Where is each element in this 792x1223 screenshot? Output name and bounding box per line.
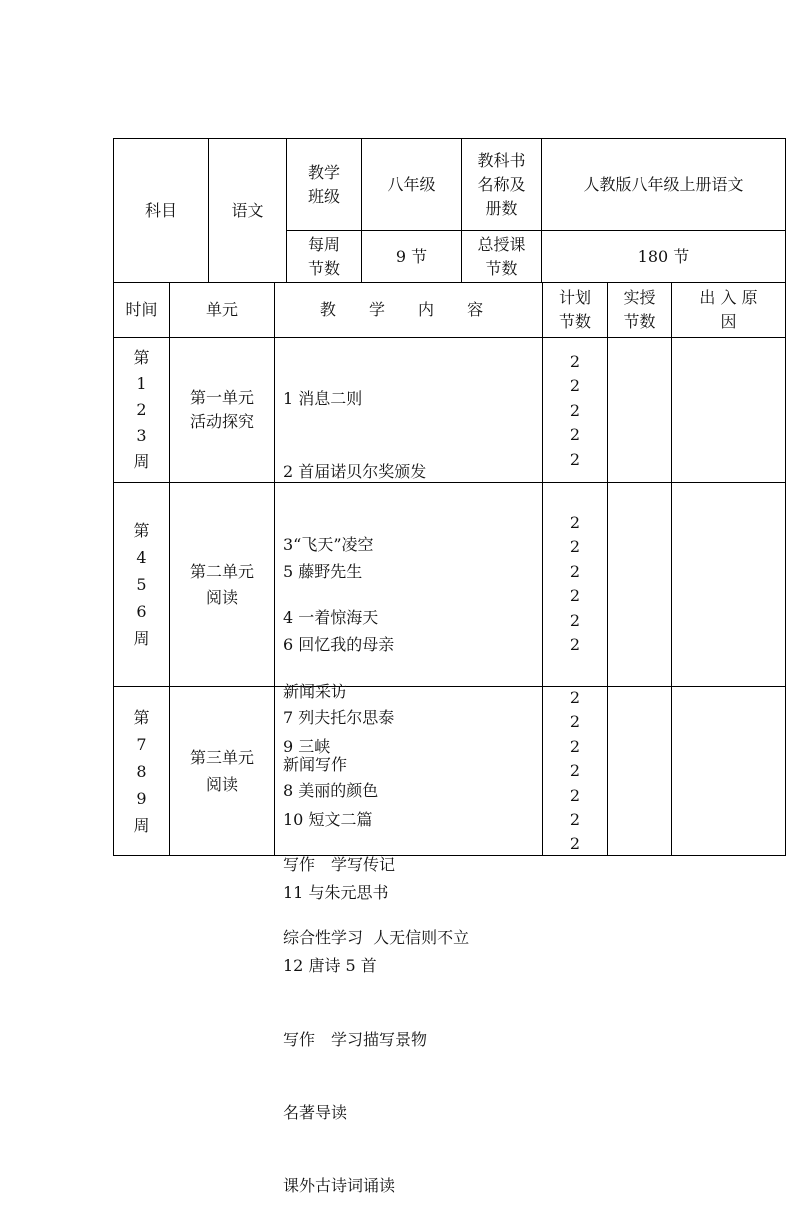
row-1-week-3: 2: [136, 400, 147, 419]
list-item: 6 回忆我的母亲: [283, 635, 395, 655]
list-item: 4 一着惊海天: [283, 608, 379, 628]
col-reason: [672, 283, 785, 337]
row-2-unit: [170, 483, 274, 686]
list-item: 3“飞天”凌空: [283, 535, 374, 555]
row-3-planned: [543, 686, 607, 857]
list-item: 8 美丽的颜色: [283, 781, 379, 801]
row-2-unit-line-1: 第二单元: [189, 561, 254, 581]
planned-value: 2: [569, 586, 581, 606]
row-1-weeks: [114, 338, 169, 482]
col-actual: [608, 283, 671, 337]
textbook-label-line-1: 教科书: [477, 150, 526, 170]
row-2-week-2: 4: [136, 548, 147, 567]
planned-value: 2: [569, 688, 581, 707]
row-3-week-3: 8: [136, 761, 147, 781]
planned-value: 2: [569, 537, 581, 557]
row-3-content: [283, 686, 427, 1223]
row-3-week-1: 第: [133, 707, 150, 727]
list-item: 新闻写作: [283, 754, 348, 774]
subject-label-text: 科目: [144, 200, 177, 220]
textbook-value: [542, 139, 785, 230]
col-unit: [170, 283, 274, 337]
planned-value: 2: [569, 376, 581, 396]
list-item: 7 列夫托尔思泰: [283, 708, 395, 728]
textbook-label: [462, 139, 541, 230]
col-planned-line-2: 节数: [558, 312, 591, 331]
list-item: 5 藤野先生: [283, 561, 363, 581]
row-3-weeks: [114, 687, 169, 855]
list-item: 写作 学写传记: [283, 854, 396, 874]
class-label-line-1: 教学: [307, 162, 340, 182]
list-item: 新闻采访: [283, 681, 348, 701]
planned-value: 2: [569, 513, 581, 532]
planned-value: 2: [569, 352, 581, 371]
total-label-line-1: 总授课: [477, 234, 526, 254]
subject-label: [114, 139, 208, 282]
subject-value: [209, 139, 286, 282]
row-2-week-3: 5: [136, 575, 147, 594]
row-1-planned: [543, 350, 607, 472]
col-reason-line-2: 因: [720, 312, 737, 331]
weekly-value-text: 9 节: [395, 246, 428, 266]
row-3-week-4: 9: [136, 788, 147, 808]
row-1-week-1: 第: [133, 348, 150, 367]
planned-value: 2: [569, 834, 581, 854]
row-1-unit-line-2: 活动探究: [189, 412, 254, 431]
row-1-week-4: 3: [136, 426, 147, 445]
subject-value-text: 语文: [231, 200, 264, 220]
col-planned-line-1: 计划: [558, 288, 591, 307]
list-item: 10 短文二篇: [283, 810, 373, 830]
col-planned: [543, 283, 607, 337]
textbook-value-text: 人教版八年级上册语文: [583, 174, 744, 194]
row-1-unit: [170, 338, 274, 482]
list-item: 12 唐诗 5 首: [283, 956, 377, 976]
planned-value: 2: [569, 736, 581, 756]
col-unit-text: 单元: [205, 300, 238, 319]
class-label-line-2: 班级: [307, 186, 340, 206]
weekly-label-line-1: 每周: [307, 234, 340, 254]
weekly-label-line-2: 节数: [307, 258, 340, 278]
list-item: 课外古诗词诵读: [283, 1176, 396, 1196]
list-item: 综合性学习 人无信则不立: [283, 927, 470, 947]
planned-value: 2: [569, 810, 581, 830]
class-value: [362, 139, 461, 230]
row-3-week-5: 周: [133, 815, 150, 835]
row-1-unit-line-1: 第一单元: [189, 388, 254, 407]
col-time: [114, 283, 169, 337]
list-item: 9 三峡: [283, 736, 331, 756]
weekly-value: [362, 231, 461, 282]
class-label: [287, 139, 361, 230]
col-content: [275, 283, 542, 337]
planned-value: 2: [569, 635, 581, 655]
row-3-unit-line-2: 阅读: [205, 775, 238, 794]
list-item: 写作 学习描写景物: [283, 1029, 428, 1049]
col-reason-line-1: 出 入 原: [699, 288, 758, 307]
textbook-label-line-2: 名称及: [477, 174, 526, 194]
planned-value: 2: [569, 785, 581, 805]
list-item: 11 与朱元思书: [283, 883, 389, 903]
planned-value: 2: [569, 761, 581, 781]
row-2-week-5: 周: [133, 629, 150, 648]
row-2-weeks: [114, 483, 169, 686]
total-value-text: 180 节: [637, 246, 690, 266]
total-label: [462, 231, 541, 282]
planned-value: 2: [569, 561, 581, 581]
col-actual-line-1: 实授: [623, 288, 656, 307]
row-2-week-4: 6: [136, 602, 147, 621]
list-item: 2 首届诺贝尔奖颁发: [283, 462, 427, 482]
planned-value: 2: [569, 449, 581, 469]
planned-value: 2: [569, 425, 581, 445]
planned-value: 2: [569, 712, 581, 732]
row-3-week-2: 7: [136, 734, 147, 754]
row-1-week-2: 1: [136, 374, 147, 393]
total-label-line-2: 节数: [485, 258, 518, 278]
list-item: 1 消息二则: [283, 388, 363, 408]
textbook-label-line-3: 册数: [485, 198, 518, 218]
col-actual-line-2: 节数: [623, 312, 656, 331]
col-content-text: 教 学 内 容: [319, 300, 498, 319]
row-1-week-5: 周: [133, 452, 150, 471]
row-2-unit-line-2: 阅读: [205, 587, 238, 607]
row-2-week-1: 第: [133, 521, 150, 540]
row-3-unit-line-1: 第三单元: [189, 748, 254, 767]
row-3-unit: [170, 687, 274, 855]
list-item: 名著导读: [283, 1102, 348, 1122]
row-2-planned: [543, 511, 607, 657]
col-time-text: 时间: [125, 300, 158, 319]
class-value-text: 八年级: [387, 174, 436, 194]
planned-value: 2: [569, 400, 581, 420]
planned-value: 2: [569, 610, 581, 630]
weekly-label: [287, 231, 361, 282]
total-value: [542, 231, 785, 282]
